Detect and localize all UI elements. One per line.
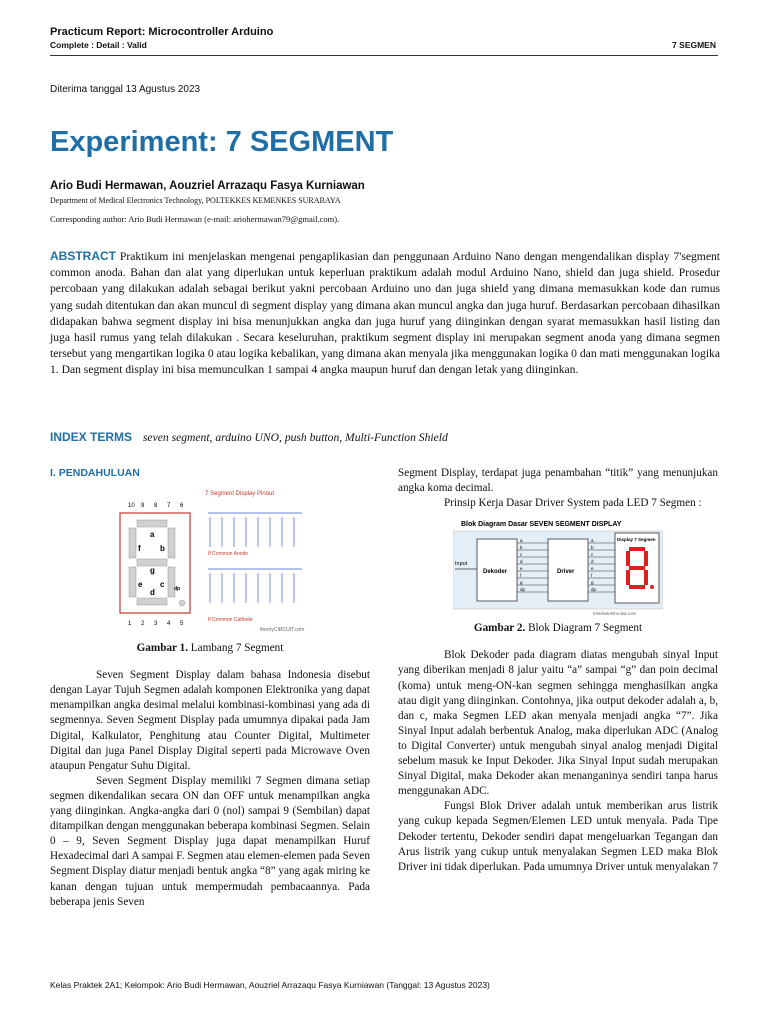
drv-line-g: g [591,580,594,586]
corresponding-author: Corresponding author: Ario Budi Hermawan (e-mail: ariohermawan79@gmail.com). [50,214,340,224]
running-header-right: 7 SEGMEN [672,40,716,50]
paper-title: Experiment: 7 SEGMENT [50,126,394,158]
fig2-input-label: Input [455,561,468,568]
seven-segment-pinout-figure [110,487,310,637]
running-header-title: Practicum Report: Microcontroller Arduino [50,26,274,38]
header-divider [50,55,718,56]
pin-numbers-bottom [128,621,184,627]
segment-c [168,567,175,597]
label-c: c [160,580,165,590]
left-column [50,466,370,910]
pin-top-3: 8 [154,503,158,510]
running-header-subtitle: Complete : Detail : Valid [50,40,147,50]
dec-line-g: g [520,580,523,586]
dec-line-a: a [520,538,523,544]
label-d: d [150,588,155,598]
segment-b [168,528,175,558]
pin-bottom-4: 4 [167,621,171,628]
index-terms [50,430,448,444]
paper-authors: Ario Budi Hermawan, Aouzriel Arrazaqu Fasya Kurniawan [50,180,365,192]
received-date: Diterima tanggal 13 Agustus 2023 [50,84,201,95]
label-e: e [138,580,143,590]
fig1-caption-label: Gambar 1. [136,642,188,655]
dec-line-f: f [520,573,522,579]
right-paragraph-0: Segment Display, terdapat juga penambahan “titik” yang menunjukan angka koma decimal. [398,467,718,495]
index-terms-text: seven segment, arduino UNO, push button, Multi-Function Shield [142,431,448,444]
pin-top-5: 6 [180,503,184,510]
common-anode-circuit [208,513,302,547]
figure-2-caption [398,621,718,636]
pin-top-4: 7 [167,503,171,510]
index-terms-label: INDEX TERMS [50,430,133,444]
label-g: g [150,566,155,576]
label-b: b [160,544,165,554]
drv-line-a: a [591,538,594,544]
right-paragraph-0b: Prinsip Kerja Dasar Driver System pada LED 7 Segmen : [444,497,702,510]
abstract-label: ABSTRACT [50,249,116,263]
right-paragraph-1: Blok Dekoder pada diagram diatas mengubah sinyal Input yang diberikan menjadi 8 jalur yaitu “a” sampai “g” dan poin decimal (koma) untuk meng-ON-kan segmen sehingga menghasilkan angka atau digit yang diinginkan. Contohnya, jika output dekoder adalah a, b, dan c, maka Segmen LED akan menyala menjadi angka “7”. Jika Sinyal Input adalah berbentuk Analog, maka diperlukan ADC (Analog to Digital Converter) untuk mengubah sinyal analog menjadi Digital sebelum masuk ke Input Dekoder. Jika Sinyal Input sudah merupakan Sinyal Digital, maka Dekoder akan menanganinya sendiri tanpa harus menggunakan ADC. [398,649,718,798]
fig1-watermark: theoryCIRCUIT.com [260,627,305,634]
segment-e [129,567,136,597]
drv-line-b: b [591,545,594,551]
intro-paragraph-2: Seven Segment Display memiliki 7 Segmen dimana setiap segmen dikendalikan secara ON dan OFF untuk menampilkan angka yang diinginkan. Angka-angka dari 0 (nol) sampai 9 (Sembilan) dapat ditampilkan dengan menggunakan beberapa kombinasi Segmen. Selain 0 – 9, Seven Segment Display juga dapat menampilkan Huruf Hexadecimal dari A sampai F. Segmen atau elemen-elemen pada Seven Segment Display diatur menjadi bentuk angka “8” yang agak miring ke kanan dengan tujuan untuk mempermudah pembacaannya. Pada beberapa jenis Seven [50,774,370,908]
segment-a [137,520,167,527]
segment-g [137,559,167,566]
right-paragraph-2: Fungsi Blok Driver adalah untuk memberikan arus listrik yang cukup kepada Segmen/Elemen LED untuk menyala. Pada Tipe Dekoder tertentu, Dekoder sendiri dapat mengeluarkan Tegangan dan Arus listrik yang cukup untuk menyalakan Segmen LED maka Blok Driver ini tidak diperlukan. Pada umumnya Driver untuk menyalakan 7 [398,800,719,873]
fig2-watermark: teknikelektronika.com [593,611,637,617]
drv-line-f: f [591,573,593,579]
pin-numbers-top [128,503,184,509]
label-f: f [138,544,141,554]
fig1-top-label: 7 Segment Display Pinout [205,491,275,498]
drv-line-e: e [591,566,594,572]
dec-line-b: b [520,545,523,551]
segment-dp [179,600,185,606]
fig2-title: Blok Diagram Dasar SEVEN SEGMENT DISPLAY [461,521,622,529]
pin-top-2: 9 [141,503,145,510]
figure-2 [398,517,718,617]
pin-bottom-2: 2 [141,621,145,628]
drv-line-dp: dp [591,587,597,593]
abstract [50,248,720,379]
dec-line-d: d [520,559,523,565]
dec-line-c: c [520,552,523,558]
block-diagram-figure [453,517,663,617]
pin-bottom-1: 1 [128,621,132,628]
segment-f [129,528,136,558]
anode-label: If Common Anode [208,551,249,558]
right-column [398,466,718,875]
section-heading: I. PENDAHULUAN [50,467,140,479]
fig2-caption-label: Gambar 2. [473,622,526,635]
figure-1-caption [50,641,370,656]
label-dp: dp [174,586,181,593]
label-a: a [150,530,155,540]
common-cathode-circuit [208,569,302,603]
page-footer: Kelas Praktek 2A1; Kelompok: Ario Budi Hermawan, Aouzriel Arrazaqu Fasya Kurniawan (Tanggal: 13 Agustus 2023) [50,980,490,990]
fig2-caption-text: Blok Diagram 7 Segment [525,622,643,635]
pin-bottom-5: 5 [180,621,184,628]
driver-label: Driver [557,569,575,576]
decoder-label: Dekoder [483,569,508,576]
cathode-label: If Common Cathode [208,617,253,624]
abstract-text: Praktikum ini menjelaskan mengenai pengaplikasian dan penggunaan Arduino Nano dengan mengendalikan display 7'segment common anoda. Bahan dan alat yang diperlukan untuk keperluan praktikum adalah modul Arduino Nano, shield dan juga shield. Prosedur percobaan yang dilakukan adalah sebagai berikut yakni percobaan Arduino uno dan juga shield yang dimana memasukkan kode dan rumus yang sudah ditentukan dan akan muncul di segment display yang dimana akan muncul angka dan juga huruf. Berdasarkan percobaan dihasilkan didapakan bahwa segment display ini bisa menunjukkan angka dan juga huruf yang diinginkan dengan syarat memasukkan hasil listing dan juga hasil rumus yang telah dilakukan . Secara keseluruhan, praktikum segment display ini merupakan segment anoda yang dimana segmen tersebut yang mengartikan logika 0 atau logika kebalikan, yang dimana akan menyala jika menggunakan logika 0 dan mati menggunakan logika 1. Dan segment display ini bisa memunculkan 1 sampai 4 angka maupun huruf dan dengan letak yang diinginkan. [50,250,720,377]
fig1-caption-text: Lambang 7 Segment [188,642,284,655]
figure-1 [50,487,370,637]
dec-line-dp: dp [520,587,526,593]
paper-affiliation: Department of Medical Electronics Technology, POLTEKKES KEMENKES SURABAYA [50,196,341,205]
drv-line-c: c [591,552,594,558]
display-label: Display 7 Segmen [617,537,656,543]
intro-paragraph-1: Seven Segment Display dalam bahasa Indonesia disebut dengan Layar Tujuh Segmen adalah komponen Elektronika yang dapat menampilkan angka desimal melalui kombinasi-kombinasi yang ada di segmennya. Seven Segment Display pada umumnya dipakai pada Jam Digital, Kalkulator, Penghitung atau Counter Digital, Multimeter Digital dan juga Panel Display Digital seperti pada Microwave Oven ataupun Pengatur Suhu Digital. [50,669,370,772]
dec-line-e: e [520,566,523,572]
segment-d [137,598,167,605]
pin-bottom-3: 3 [154,621,158,628]
drv-line-d: d [591,559,594,565]
pin-top-1: 10 [128,503,135,510]
